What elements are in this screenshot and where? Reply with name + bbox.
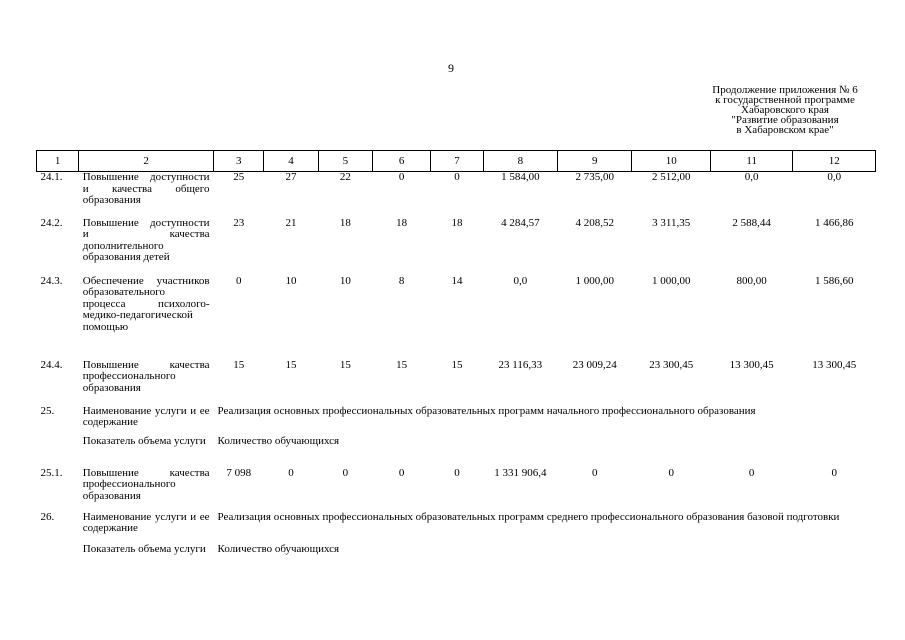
row-label: Наименование услуги и ее содержание (82, 510, 210, 534)
row-label: Повышение доступности и качества дополнительного образования детей (82, 216, 210, 263)
appendix-line: Хабаровского края (741, 104, 829, 116)
column-header: 10 (632, 151, 710, 172)
column-header: 3 (214, 151, 264, 172)
row-label: Обеспечение участников образовательного процесса психолого-медико-педагогической помощью (82, 274, 210, 333)
table-row (37, 406, 876, 436)
table-cell: 2 588,44 (732, 216, 771, 229)
table-cell: 14 (451, 274, 463, 287)
row-description: Реализация основных профессиональных образовательных программ начального профессионального образования (217, 404, 756, 417)
appendix-line: "Развитие образования (731, 114, 839, 126)
appendix-note (690, 85, 880, 135)
table-cell: 2 735,00 (575, 171, 615, 183)
table-cell: 0,0 (744, 171, 759, 183)
row-number (37, 544, 79, 574)
table-cell: 25 (233, 171, 245, 183)
appendix-line: к государственной программе (715, 94, 855, 106)
column-header: 12 (793, 151, 876, 172)
table-cell: 0 (831, 466, 837, 479)
table-cell: 23 116,33 (498, 358, 543, 371)
table-row (37, 544, 876, 574)
column-header: 9 (558, 151, 632, 172)
column-header: 11 (710, 151, 792, 172)
table-cell: 21 (285, 216, 297, 229)
row-label: Повышение качества профессионального образования (82, 358, 210, 394)
column-header: 8 (483, 151, 557, 172)
table-cell: 22 (339, 171, 351, 183)
table-cell: 1 000,00 (651, 274, 691, 287)
table-cell: 3 311,35 (652, 216, 691, 229)
table-cell: 0 (748, 466, 755, 479)
table-cell: 0 (288, 466, 294, 479)
row-description: Реализация основных профессиональных образовательных программ среднего профессионального образования базовой подготовки (217, 510, 840, 523)
row-number: 24.3. (40, 274, 63, 287)
table-row (37, 218, 876, 276)
table-cell: 10 (285, 274, 297, 287)
table-cell: 1 331 906,4 (494, 466, 547, 479)
table-cell: 15 (396, 358, 408, 371)
table-cell: 0 (235, 274, 242, 287)
row-label: Наименование услуги и ее содержание (82, 404, 210, 428)
table-cell: 23 009,24 (572, 358, 617, 371)
table-cell: 4 208,52 (575, 216, 615, 229)
table-cell: 10 (339, 274, 351, 287)
table-cell: 13 300,45 (812, 358, 857, 371)
row-description: Количество обучающихся (217, 542, 340, 555)
table-body (37, 172, 876, 574)
table-cell: 7 098 (226, 466, 252, 479)
table-cell: 4 284,57 (501, 216, 540, 229)
table-cell: 23 (233, 216, 245, 229)
row-label: Повышение доступности и качества общего образования (82, 171, 210, 206)
table-cell: 13 300,45 (729, 358, 774, 371)
table-cell: 2 512,00 (651, 171, 691, 183)
table-cell: 27 (285, 171, 297, 183)
column-header: 1 (37, 151, 79, 172)
table-cell: 0 (398, 466, 405, 479)
table-cell: 1 466,86 (814, 216, 854, 229)
row-number: 25.1. (40, 466, 63, 479)
appendix-line: Продолжение приложения № 6 (712, 84, 858, 96)
row-label: Показатель объема услуги (82, 434, 206, 447)
table-cell: 0 (668, 466, 674, 479)
row-number: 25. (40, 404, 55, 417)
table-cell: 8 (398, 274, 405, 287)
table-row (37, 360, 876, 406)
row-number: 24.4. (40, 358, 63, 371)
row-number: 24.1. (40, 171, 63, 183)
column-header: 7 (431, 151, 483, 172)
row-number: 26. (40, 510, 55, 523)
table-row (37, 468, 876, 512)
services-table (36, 150, 876, 574)
table-row (37, 276, 876, 360)
table-row (37, 436, 876, 468)
table-cell: 0 (454, 466, 460, 479)
table-cell: 1 000,00 (575, 274, 615, 287)
table-cell: 15 (451, 358, 463, 371)
table-cell: 15 (339, 358, 351, 371)
table-cell: 0 (398, 171, 405, 183)
table-row (37, 172, 876, 218)
table-cell: 15 (285, 358, 297, 371)
page-number: 9 (448, 61, 454, 75)
row-number (37, 436, 79, 468)
table-cell: 0,0 (827, 171, 842, 183)
row-label: Повышение качества профессионального образования (82, 466, 210, 502)
table-cell: 0 (592, 466, 598, 479)
table-cell: 0,0 (513, 274, 528, 287)
table-cell: 18 (396, 216, 408, 229)
row-description: Количество обучающихся (217, 434, 340, 447)
column-header: 6 (372, 151, 430, 172)
header-row (37, 151, 876, 172)
table-cell: 18 (339, 216, 351, 229)
table-cell: 0 (454, 171, 460, 183)
appendix-line: в Хабаровском крае" (736, 124, 834, 136)
table-cell: 0 (342, 466, 349, 479)
table-row (37, 512, 876, 544)
column-header: 5 (318, 151, 372, 172)
column-header: 4 (264, 151, 318, 172)
row-number: 24.2. (40, 216, 63, 229)
column-header: 2 (79, 151, 214, 172)
table-cell: 18 (451, 216, 463, 229)
row-label: Показатель объема услуги (82, 542, 206, 555)
table-cell: 23 300,45 (649, 358, 694, 371)
table-cell: 800,00 (736, 274, 767, 287)
table-cell: 15 (233, 358, 245, 371)
table-cell: 1 586,60 (814, 274, 854, 287)
table-cell: 1 584,00 (501, 171, 540, 183)
